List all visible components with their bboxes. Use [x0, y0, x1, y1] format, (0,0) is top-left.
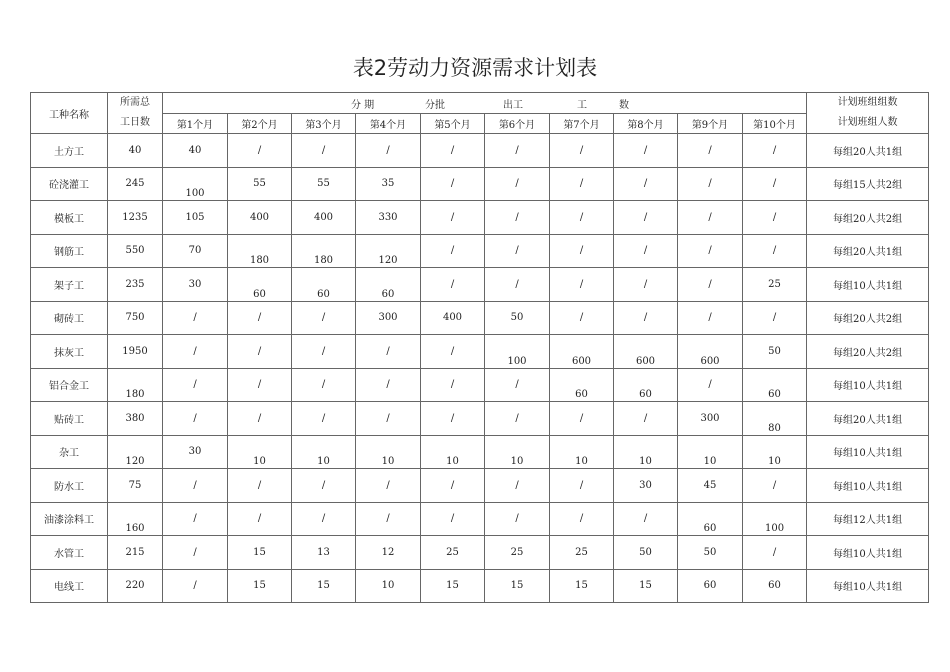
cell-month: / — [356, 502, 421, 536]
cell-month-value: 60 — [381, 288, 395, 300]
cell-month: / — [228, 335, 292, 369]
cell-month-value: 600 — [700, 355, 720, 367]
cell-type: 防水工 — [31, 469, 108, 503]
cell-month: / — [550, 201, 614, 235]
cell-type: 水管工 — [31, 536, 108, 570]
cell-type: 抹灰工 — [31, 335, 108, 369]
cell-plan: 每组12人共1组 — [807, 502, 929, 536]
cell-month — [550, 335, 614, 369]
cell-month: 400 — [421, 301, 485, 335]
header-months-span — [163, 93, 807, 114]
cell-month: 55 — [292, 167, 356, 201]
header-type: 工种名称 — [31, 93, 108, 134]
cell-days: 380 — [108, 402, 163, 436]
cell-month: / — [614, 268, 678, 302]
header-month: 第8个月 — [614, 113, 678, 134]
cell-month: 25 — [421, 536, 485, 570]
cell-month — [614, 335, 678, 369]
cell-month: / — [743, 134, 807, 168]
cell-month: 105 — [163, 201, 228, 235]
cell-month-value: 10 — [575, 456, 588, 467]
cell-month: / — [743, 469, 807, 503]
cell-month: / — [678, 368, 743, 402]
cell-days — [108, 435, 163, 469]
cell-month: / — [550, 301, 614, 335]
cell-month-value: 100 — [185, 188, 205, 199]
cell-month-value: 60 — [575, 389, 588, 400]
cell-month: / — [550, 134, 614, 168]
table-row — [31, 402, 929, 436]
cell-month: / — [163, 502, 228, 536]
cell-month: 15 — [228, 569, 292, 603]
cell-month: / — [614, 167, 678, 201]
cell-days-value: 160 — [125, 523, 145, 534]
cell-month: / — [292, 469, 356, 503]
cell-month: / — [550, 167, 614, 201]
cell-month: 15 — [550, 569, 614, 603]
cell-type: 砌砖工 — [31, 301, 108, 335]
span-word: 分 期 — [351, 100, 375, 111]
cell-month: / — [678, 301, 743, 335]
table-row — [31, 536, 929, 570]
header-month: 第4个月 — [356, 113, 421, 134]
table-row — [31, 569, 929, 603]
cell-month: 25 — [743, 268, 807, 302]
cell-month — [292, 435, 356, 469]
cell-plan: 每组20人共2组 — [807, 201, 929, 235]
cell-month: 15 — [421, 569, 485, 603]
header-month: 第7个月 — [550, 113, 614, 134]
cell-plan: 每组20人共2组 — [807, 301, 929, 335]
cell-month-value: 100 — [764, 523, 785, 534]
cell-month — [292, 268, 356, 302]
cell-month: / — [614, 234, 678, 268]
cell-month: 15 — [292, 569, 356, 603]
cell-month: / — [421, 368, 485, 402]
cell-month: 35 — [356, 167, 421, 201]
cell-days: 215 — [108, 536, 163, 570]
cell-type: 架子工 — [31, 268, 108, 302]
cell-month: 25 — [485, 536, 550, 570]
cell-month: / — [356, 134, 421, 168]
cell-month: / — [228, 301, 292, 335]
cell-month: / — [614, 502, 678, 536]
cell-month — [743, 502, 807, 536]
cell-month: / — [485, 469, 550, 503]
cell-month: / — [550, 469, 614, 503]
cell-month: / — [485, 402, 550, 436]
cell-type: 杂工 — [31, 435, 108, 469]
header-days-top: 所需总 — [120, 97, 150, 108]
cell-days: 750 — [108, 301, 163, 335]
cell-month: / — [485, 167, 550, 201]
cell-month-value: 120 — [378, 255, 398, 266]
cell-month: 400 — [292, 201, 356, 235]
cell-month: / — [163, 335, 228, 369]
header-days — [108, 93, 163, 134]
cell-month: / — [550, 268, 614, 302]
cell-month: 13 — [292, 536, 356, 570]
cell-days: 75 — [108, 469, 163, 503]
cell-month: / — [228, 402, 292, 436]
cell-plan: 每组10人共1组 — [807, 268, 929, 302]
table-row — [31, 469, 929, 503]
cell-month: 60 — [743, 569, 807, 603]
cell-plan: 每组10人共1组 — [807, 368, 929, 402]
cell-month: 50 — [614, 536, 678, 570]
cell-days: 220 — [108, 569, 163, 603]
cell-month: / — [485, 502, 550, 536]
cell-month-value: 600 — [635, 355, 656, 367]
cell-month: / — [614, 402, 678, 436]
cell-month: 25 — [550, 536, 614, 570]
cell-plan: 每组20人共1组 — [807, 402, 929, 436]
cell-month: 50 — [678, 536, 743, 570]
cell-month: 300 — [678, 402, 743, 436]
cell-month-value: 10 — [703, 456, 717, 467]
cell-month: / — [421, 402, 485, 436]
cell-type: 钢筋工 — [31, 234, 108, 268]
cell-month: 15 — [485, 569, 550, 603]
cell-month: / — [292, 335, 356, 369]
cell-month: / — [421, 469, 485, 503]
cell-month-value: 10 — [510, 456, 524, 467]
cell-days: 235 — [108, 268, 163, 302]
cell-days-value: 180 — [125, 389, 145, 400]
span-word: 数 — [619, 100, 629, 111]
cell-month: 50 — [743, 335, 807, 369]
cell-month: / — [743, 234, 807, 268]
cell-days-value: 120 — [125, 456, 145, 467]
cell-month: / — [550, 234, 614, 268]
cell-month: 10 — [356, 569, 421, 603]
cell-month: 45 — [678, 469, 743, 503]
header-month: 第5个月 — [421, 113, 485, 134]
cell-month: / — [228, 368, 292, 402]
cell-month-value: 600 — [571, 355, 592, 367]
cell-month: 300 — [356, 301, 421, 335]
cell-month: / — [421, 268, 485, 302]
cell-month-value: 10 — [768, 456, 781, 467]
header-plan — [807, 93, 929, 134]
cell-month: / — [678, 201, 743, 235]
cell-month: / — [678, 234, 743, 268]
cell-days: 245 — [108, 167, 163, 201]
cell-month: / — [356, 402, 421, 436]
cell-month — [743, 402, 807, 436]
cell-month: / — [292, 402, 356, 436]
cell-month: / — [163, 301, 228, 335]
header-days-bottom: 工日数 — [120, 117, 150, 128]
cell-month: / — [292, 502, 356, 536]
table-row — [31, 167, 929, 201]
cell-month: / — [163, 368, 228, 402]
cell-month: / — [485, 368, 550, 402]
cell-type: 土方工 — [31, 134, 108, 168]
cell-days: 1235 — [108, 201, 163, 235]
cell-plan: 每组20人共2组 — [807, 335, 929, 369]
header-month: 第2个月 — [228, 113, 292, 134]
cell-days — [108, 502, 163, 536]
cell-days — [108, 368, 163, 402]
cell-type: 砼浇灌工 — [31, 167, 108, 201]
cell-month: / — [743, 167, 807, 201]
cell-month: 55 — [228, 167, 292, 201]
cell-month-value: 180 — [313, 255, 334, 266]
cell-month — [356, 435, 421, 469]
header-month: 第9个月 — [678, 113, 743, 134]
cell-month-value: 60 — [253, 288, 266, 300]
table-row — [31, 201, 929, 235]
cell-month — [550, 368, 614, 402]
table-row — [31, 435, 929, 469]
cell-plan: 每组15人共2组 — [807, 167, 929, 201]
cell-month: / — [163, 536, 228, 570]
cell-month — [356, 268, 421, 302]
cell-month: 30 — [614, 469, 678, 503]
cell-month — [743, 435, 807, 469]
cell-month: / — [163, 402, 228, 436]
cell-month — [292, 234, 356, 268]
cell-plan: 每组20人共1组 — [807, 234, 929, 268]
cell-month: / — [421, 134, 485, 168]
cell-month — [550, 435, 614, 469]
cell-month-value: 60 — [317, 288, 330, 300]
cell-month: / — [614, 134, 678, 168]
cell-type: 模板工 — [31, 201, 108, 235]
header-plan-top: 计划班组组数 — [837, 97, 898, 108]
cell-month-value: 10 — [446, 456, 459, 467]
cell-month: / — [292, 368, 356, 402]
table-row — [31, 268, 929, 302]
cell-days: 1950 — [108, 335, 163, 369]
cell-month: / — [421, 201, 485, 235]
cell-plan: 每组10人共1组 — [807, 435, 929, 469]
cell-month: / — [421, 234, 485, 268]
cell-days: 550 — [108, 234, 163, 268]
cell-plan: 每组10人共1组 — [807, 569, 929, 603]
cell-month — [678, 435, 743, 469]
cell-type: 油漆涂料工 — [31, 502, 108, 536]
cell-plan: 每组10人共1组 — [807, 469, 929, 503]
cell-month: / — [163, 469, 228, 503]
cell-month: / — [163, 569, 228, 603]
labor-plan-table — [30, 92, 929, 603]
cell-month — [485, 335, 550, 369]
cell-type: 电线工 — [31, 569, 108, 603]
header-month: 第3个月 — [292, 113, 356, 134]
cell-month-value: 80 — [768, 422, 781, 434]
table-row — [31, 368, 929, 402]
cell-month: 400 — [228, 201, 292, 235]
cell-month: 12 — [356, 536, 421, 570]
cell-month — [421, 435, 485, 469]
cell-month: / — [678, 268, 743, 302]
cell-month-value: 10 — [253, 456, 266, 467]
cell-month — [228, 234, 292, 268]
cell-month: / — [678, 167, 743, 201]
header-month: 第10个月 — [743, 113, 807, 134]
cell-month: / — [678, 134, 743, 168]
cell-month — [614, 435, 678, 469]
table-row — [31, 502, 929, 536]
cell-month-value: 180 — [249, 255, 270, 266]
cell-month: 50 — [485, 301, 550, 335]
span-word: 工 — [577, 100, 587, 111]
cell-month-value: 100 — [507, 355, 527, 367]
span-word: 出工 — [503, 100, 523, 111]
cell-month: / — [743, 301, 807, 335]
cell-plan: 每组20人共1组 — [807, 134, 929, 168]
cell-month: / — [292, 301, 356, 335]
cell-month — [743, 368, 807, 402]
header-month: 第6个月 — [485, 113, 550, 134]
cell-month: / — [356, 335, 421, 369]
cell-days: 40 — [108, 134, 163, 168]
span-word: 分批 — [425, 100, 445, 111]
cell-month — [678, 502, 743, 536]
cell-month: / — [228, 469, 292, 503]
cell-month: / — [356, 469, 421, 503]
cell-month — [614, 368, 678, 402]
table-row — [31, 335, 929, 369]
cell-month: / — [743, 201, 807, 235]
table-row — [31, 301, 929, 335]
cell-month: / — [743, 536, 807, 570]
cell-type: 铝合金工 — [31, 368, 108, 402]
cell-month — [485, 435, 550, 469]
cell-month: / — [421, 167, 485, 201]
cell-plan: 每组10人共1组 — [807, 536, 929, 570]
header-month: 第1个月 — [163, 113, 228, 134]
cell-month: 15 — [614, 569, 678, 603]
cell-month: 40 — [163, 134, 228, 168]
cell-month: / — [485, 201, 550, 235]
cell-month — [228, 435, 292, 469]
cell-month: / — [485, 234, 550, 268]
cell-month-value: 10 — [317, 456, 330, 467]
cell-month — [163, 167, 228, 201]
page-title: 表2劳动力资源需求计划表 — [352, 56, 598, 80]
cell-month: 15 — [228, 536, 292, 570]
cell-month: 60 — [678, 569, 743, 603]
cell-month: 70 — [163, 234, 228, 268]
cell-type: 贴砖工 — [31, 402, 108, 436]
cell-month-value: 60 — [703, 523, 717, 534]
cell-month: / — [421, 335, 485, 369]
cell-month: / — [550, 402, 614, 436]
cell-month: / — [356, 368, 421, 402]
cell-month — [228, 268, 292, 302]
cell-month: / — [485, 268, 550, 302]
cell-month: / — [228, 134, 292, 168]
cell-month: / — [485, 134, 550, 168]
header-plan-bottom: 计划班组人数 — [837, 117, 898, 128]
table-row — [31, 234, 929, 268]
cell-month-value: 10 — [639, 456, 652, 467]
cell-month: 330 — [356, 201, 421, 235]
table-row — [31, 134, 929, 168]
cell-month-value: 60 — [639, 389, 652, 400]
cell-month — [678, 335, 743, 369]
cell-month: / — [614, 301, 678, 335]
cell-month: 30 — [163, 435, 228, 469]
cell-month: 30 — [163, 268, 228, 302]
cell-month: / — [550, 502, 614, 536]
cell-month — [356, 234, 421, 268]
cell-month: / — [421, 502, 485, 536]
cell-month: / — [292, 134, 356, 168]
cell-month: / — [228, 502, 292, 536]
cell-month: / — [614, 201, 678, 235]
cell-month-value: 60 — [768, 389, 781, 400]
cell-month-value: 10 — [381, 456, 395, 467]
